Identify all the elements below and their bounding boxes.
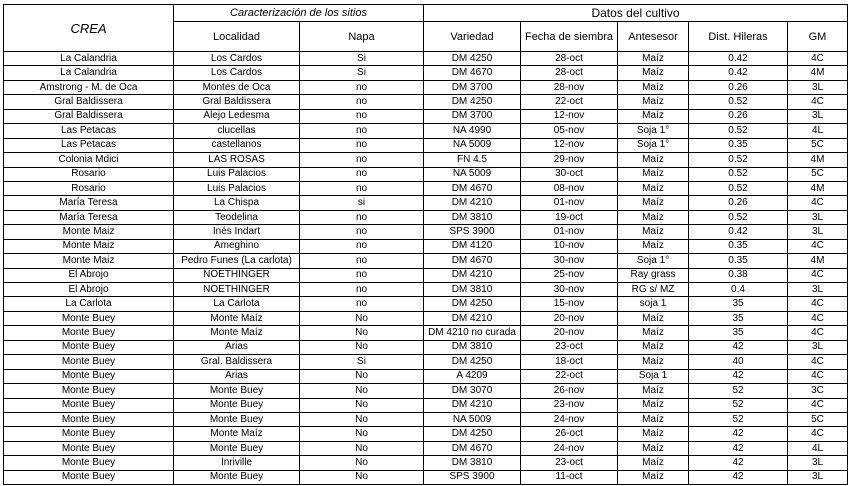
cell-gm: 4C: [788, 196, 848, 210]
cell-gm: 4L: [788, 441, 848, 455]
cell-dist-hileras: 0.35: [689, 239, 788, 253]
cell-localidad: La Chispa: [174, 196, 300, 210]
cell-napa: no: [300, 80, 424, 94]
cell-variedad: DM 3700: [424, 109, 521, 123]
cell-napa: no: [300, 153, 424, 167]
cell-dist-hileras: 42: [689, 441, 788, 455]
table-row: [4, 311, 848, 325]
table-row: [4, 80, 848, 94]
cell-variedad: DM 4210: [424, 196, 521, 210]
cell-variedad: DM 3810: [424, 283, 521, 297]
cell-napa: No: [300, 456, 424, 470]
cell-gm: 4C: [788, 326, 848, 340]
cell-fecha: 23-nov: [521, 398, 618, 412]
cell-crea: El Abrojo: [4, 283, 174, 297]
cell-localidad: Monte Buey: [174, 384, 300, 398]
cell-localidad: Monte Buey: [174, 470, 300, 484]
cell-gm: 4C: [788, 52, 848, 66]
cell-crea: Rosario: [4, 167, 174, 181]
table-row: [4, 225, 848, 239]
cell-localidad: Luis Palacios: [174, 167, 300, 181]
table-body: [4, 52, 848, 485]
cell-fecha: 24-nov: [521, 412, 618, 426]
cell-localidad: Monte Buey: [174, 412, 300, 426]
cell-fecha: 12-nov: [521, 109, 618, 123]
cell-variedad: DM 4210: [424, 311, 521, 325]
column-header-localidad: Localidad: [174, 22, 300, 52]
cell-fecha: 01-nov: [521, 196, 618, 210]
cell-localidad: Luis Palacios: [174, 181, 300, 195]
cell-antesesor: Maíz: [618, 239, 689, 253]
cell-antesesor: Maíz: [618, 196, 689, 210]
cell-antesesor: Maíz: [618, 441, 689, 455]
cell-crea: Monte Maiz: [4, 239, 174, 253]
cell-antesesor: Maíz: [618, 95, 689, 109]
cell-gm: 4C: [788, 398, 848, 412]
cell-dist-hileras: 0.52: [689, 95, 788, 109]
cell-gm: 5C: [788, 412, 848, 426]
table-row: [4, 138, 848, 152]
cell-antesesor: Maíz: [618, 210, 689, 224]
cell-crea: Monte Buey: [4, 384, 174, 398]
cell-crea: Monte Buey: [4, 311, 174, 325]
cell-crea: La Carlota: [4, 297, 174, 311]
cell-gm: 5C: [788, 167, 848, 181]
cell-localidad: Montes de Oca: [174, 80, 300, 94]
cell-gm: 3C: [788, 384, 848, 398]
cell-gm: 4C: [788, 95, 848, 109]
cell-dist-hileras: 42: [689, 456, 788, 470]
cell-variedad: DM 4250: [424, 355, 521, 369]
cell-crea: Gral Baldissera: [4, 95, 174, 109]
cell-localidad: Monte Buey: [174, 398, 300, 412]
cell-fecha: 30-nov: [521, 283, 618, 297]
table-row: [4, 124, 848, 138]
cell-crea: Monte Buey: [4, 456, 174, 470]
cell-dist-hileras: 0.52: [689, 124, 788, 138]
cell-variedad: NA 4990: [424, 124, 521, 138]
cell-dist-hileras: 42: [689, 369, 788, 383]
table-row: [4, 283, 848, 297]
cell-variedad: DM 3810: [424, 210, 521, 224]
table-row: [4, 369, 848, 383]
cell-gm: 3L: [788, 80, 848, 94]
cell-antesesor: Soja 1: [618, 369, 689, 383]
table-row: [4, 384, 848, 398]
table-row: [4, 427, 848, 441]
cell-dist-hileras: 0.52: [689, 181, 788, 195]
cell-variedad: DM 4210: [424, 398, 521, 412]
cell-variedad: NA 5009: [424, 167, 521, 181]
cell-dist-hileras: 42: [689, 340, 788, 354]
cell-variedad: NA 5009: [424, 138, 521, 152]
cell-dist-hileras: 0.4: [689, 283, 788, 297]
cell-napa: no: [300, 297, 424, 311]
cell-localidad: Pedro Funes (La carlota): [174, 254, 300, 268]
cell-dist-hileras: 52: [689, 398, 788, 412]
table-row: [4, 470, 848, 484]
cell-gm: 3L: [788, 470, 848, 484]
cell-variedad: FN 4.5: [424, 153, 521, 167]
table-row: [4, 456, 848, 470]
cell-variedad: DM 4670: [424, 441, 521, 455]
cell-gm: 3L: [788, 225, 848, 239]
cell-fecha: 29-nov: [521, 153, 618, 167]
cell-variedad: DM 4250: [424, 427, 521, 441]
cell-localidad: Monte Maíz: [174, 311, 300, 325]
cell-crea: Monte Buey: [4, 326, 174, 340]
cell-napa: No: [300, 470, 424, 484]
cell-napa: No: [300, 326, 424, 340]
cell-crea: Las Petacas: [4, 124, 174, 138]
table-row: [4, 340, 848, 354]
column-header-dist-hileras: Dist. Hileras: [689, 22, 788, 52]
cell-dist-hileras: 0.52: [689, 153, 788, 167]
cell-dist-hileras: 42: [689, 427, 788, 441]
cell-variedad: DM 4670: [424, 181, 521, 195]
cell-crea: Monte Maiz: [4, 225, 174, 239]
cell-fecha: 18-oct: [521, 355, 618, 369]
cell-antesesor: Maíz: [618, 66, 689, 80]
cell-fecha: 23-oct: [521, 456, 618, 470]
cell-napa: No: [300, 311, 424, 325]
cell-dist-hileras: 0.35: [689, 138, 788, 152]
cell-napa: si: [300, 196, 424, 210]
cell-crea: Monte Buey: [4, 369, 174, 383]
cell-gm: 4C: [788, 355, 848, 369]
cell-dist-hileras: 0.26: [689, 109, 788, 123]
cell-fecha: 23-oct: [521, 340, 618, 354]
cell-dist-hileras: 0.42: [689, 52, 788, 66]
table-row: [4, 210, 848, 224]
cell-localidad: NOETHINGER: [174, 268, 300, 282]
cell-variedad: DM 4210 no curada: [424, 326, 521, 340]
cell-napa: Si: [300, 66, 424, 80]
cell-napa: Si: [300, 355, 424, 369]
cell-antesesor: Soja 1°: [618, 124, 689, 138]
table-row: [4, 398, 848, 412]
cell-antesesor: Maíz: [618, 456, 689, 470]
cell-fecha: 22-oct: [521, 369, 618, 383]
cell-dist-hileras: 35: [689, 326, 788, 340]
cell-antesesor: Maíz: [618, 355, 689, 369]
header-group-site: Caracterización de los sitios: [174, 5, 424, 22]
cell-antesesor: Maíz: [618, 340, 689, 354]
cell-dist-hileras: 52: [689, 384, 788, 398]
cell-antesesor: Maíz: [618, 311, 689, 325]
table-row: [4, 355, 848, 369]
table-row: [4, 297, 848, 311]
cell-gm: 4M: [788, 254, 848, 268]
cell-fecha: 08-nov: [521, 181, 618, 195]
table-row: [4, 52, 848, 66]
cell-dist-hileras: 35: [689, 311, 788, 325]
cell-crea: Monte Buey: [4, 412, 174, 426]
table-row: [4, 268, 848, 282]
cell-crea: La Calandria: [4, 66, 174, 80]
cell-gm: 4L: [788, 124, 848, 138]
cell-antesesor: Maíz: [618, 167, 689, 181]
cell-fecha: 30-nov: [521, 254, 618, 268]
cell-localidad: Inés Indart: [174, 225, 300, 239]
cell-variedad: DM 3810: [424, 340, 521, 354]
cell-localidad: LAS ROSAS: [174, 153, 300, 167]
cell-fecha: 25-nov: [521, 268, 618, 282]
cell-napa: No: [300, 369, 424, 383]
cell-localidad: castellanos: [174, 138, 300, 152]
cell-dist-hileras: 52: [689, 412, 788, 426]
cell-napa: no: [300, 210, 424, 224]
cell-napa: No: [300, 340, 424, 354]
cell-fecha: 05-nov: [521, 124, 618, 138]
cell-variedad: DM 4670: [424, 254, 521, 268]
cell-napa: no: [300, 225, 424, 239]
cell-gm: 4C: [788, 427, 848, 441]
table-row: [4, 95, 848, 109]
cell-crea: Amstrong - M. de Oca: [4, 80, 174, 94]
cell-variedad: NA 5009: [424, 412, 521, 426]
cell-antesesor: Soja 1°: [618, 138, 689, 152]
cell-gm: 4M: [788, 181, 848, 195]
cell-napa: no: [300, 109, 424, 123]
cell-dist-hileras: 0.52: [689, 167, 788, 181]
cell-fecha: 26-oct: [521, 427, 618, 441]
table-row: [4, 66, 848, 80]
cell-dist-hileras: 0.26: [689, 196, 788, 210]
cell-localidad: Monte Maíz: [174, 326, 300, 340]
cell-fecha: 28-oct: [521, 66, 618, 80]
cell-napa: No: [300, 441, 424, 455]
cell-gm: 4C: [788, 369, 848, 383]
cell-napa: no: [300, 124, 424, 138]
cell-localidad: clucellas: [174, 124, 300, 138]
cell-variedad: DM 4250: [424, 52, 521, 66]
cell-antesesor: Maíz: [618, 470, 689, 484]
cell-dist-hileras: 0.35: [689, 254, 788, 268]
cell-crea: Monte Buey: [4, 355, 174, 369]
cell-gm: 3L: [788, 210, 848, 224]
column-header-napa: Napa: [300, 22, 424, 52]
cell-crea: María Teresa: [4, 196, 174, 210]
cell-fecha: 22-oct: [521, 95, 618, 109]
cell-napa: no: [300, 239, 424, 253]
cell-variedad: A 4209: [424, 369, 521, 383]
cell-fecha: 11-oct: [521, 470, 618, 484]
cell-antesesor: Maíz: [618, 109, 689, 123]
table-row: [4, 412, 848, 426]
cell-fecha: 20-nov: [521, 326, 618, 340]
cell-localidad: Monte Maíz: [174, 427, 300, 441]
cell-antesesor: Maíz: [618, 80, 689, 94]
cell-antesesor: Maíz: [618, 398, 689, 412]
cell-fecha: 12-nov: [521, 138, 618, 152]
cell-gm: 3L: [788, 283, 848, 297]
cell-dist-hileras: 0.52: [689, 210, 788, 224]
cell-crea: Monte Buey: [4, 398, 174, 412]
cell-crea: Colonia Mdici: [4, 153, 174, 167]
cell-napa: no: [300, 283, 424, 297]
cell-fecha: 26-nov: [521, 384, 618, 398]
cell-fecha: 20-nov: [521, 311, 618, 325]
cell-fecha: 19-oct: [521, 210, 618, 224]
crop-data-table: [3, 4, 848, 485]
cell-gm: 4C: [788, 297, 848, 311]
cell-antesesor: Maíz: [618, 181, 689, 195]
cell-localidad: Gral Baldissera: [174, 95, 300, 109]
cell-variedad: DM 3700: [424, 80, 521, 94]
cell-crea: Monte Buey: [4, 470, 174, 484]
table-row: [4, 153, 848, 167]
cell-localidad: Arias: [174, 340, 300, 354]
cell-crea: Monte Buey: [4, 441, 174, 455]
cell-variedad: SPS 3900: [424, 470, 521, 484]
cell-variedad: DM 4210: [424, 268, 521, 282]
cell-dist-hileras: 0.26: [689, 80, 788, 94]
cell-napa: Si: [300, 52, 424, 66]
cell-localidad: Inriville: [174, 456, 300, 470]
cell-variedad: DM 3070: [424, 384, 521, 398]
cell-napa: No: [300, 412, 424, 426]
table-row: [4, 181, 848, 195]
cell-localidad: Alejo Ledesma: [174, 109, 300, 123]
cell-gm: 5C: [788, 138, 848, 152]
cell-dist-hileras: 0.42: [689, 66, 788, 80]
table-row: [4, 254, 848, 268]
cell-napa: No: [300, 384, 424, 398]
cell-variedad: DM 4670: [424, 66, 521, 80]
cell-crea: Monte Buey: [4, 427, 174, 441]
cell-crea: La Calandria: [4, 52, 174, 66]
column-header-antesesor: Antesesor: [618, 22, 689, 52]
cell-crea: María Teresa: [4, 210, 174, 224]
cell-localidad: Gral. Baldissera: [174, 355, 300, 369]
cell-antesesor: RG s/ MZ: [618, 283, 689, 297]
column-header-variedad: Variedad: [424, 22, 521, 52]
cell-napa: no: [300, 181, 424, 195]
table-row: [4, 109, 848, 123]
cell-dist-hileras: 42: [689, 470, 788, 484]
cell-localidad: Teodelina: [174, 210, 300, 224]
cell-fecha: 28-oct: [521, 52, 618, 66]
cell-gm: 4C: [788, 311, 848, 325]
cell-antesesor: Maíz: [618, 427, 689, 441]
cell-antesesor: soja 1: [618, 297, 689, 311]
column-header-gm: GM: [788, 22, 848, 52]
cell-variedad: DM 3810: [424, 456, 521, 470]
table-row: [4, 239, 848, 253]
cell-crea: El Abrojo: [4, 268, 174, 282]
cell-variedad: DM 4250: [424, 297, 521, 311]
cell-gm: 3L: [788, 456, 848, 470]
cell-localidad: Los Cardos: [174, 52, 300, 66]
cell-antesesor: Soja 1°: [618, 254, 689, 268]
cell-dist-hileras: 0.42: [689, 225, 788, 239]
cell-crea: Gral Baldissera: [4, 109, 174, 123]
cell-crea: Monte Maiz: [4, 254, 174, 268]
cell-antesesor: Maíz: [618, 153, 689, 167]
cell-variedad: DM 4120: [424, 239, 521, 253]
cell-gm: 3L: [788, 340, 848, 354]
cell-fecha: 15-nov: [521, 297, 618, 311]
cell-antesesor: Maíz: [618, 384, 689, 398]
cell-localidad: Monte Buey: [174, 441, 300, 455]
cell-fecha: 01-nov: [521, 225, 618, 239]
cell-gm: 4C: [788, 268, 848, 282]
cell-localidad: Los Cardos: [174, 66, 300, 80]
cell-localidad: NOETHINGER: [174, 283, 300, 297]
cell-variedad: DM 4250: [424, 95, 521, 109]
cell-napa: no: [300, 95, 424, 109]
cell-fecha: 30-oct: [521, 167, 618, 181]
cell-dist-hileras: 35: [689, 297, 788, 311]
cell-crea: Las Petacas: [4, 138, 174, 152]
cell-crea: Rosario: [4, 181, 174, 195]
cell-napa: No: [300, 427, 424, 441]
cell-napa: no: [300, 167, 424, 181]
cell-gm: 4M: [788, 66, 848, 80]
column-header-fecha-siembra: Fecha de siembra: [521, 22, 618, 52]
cell-antesesor: Maíz: [618, 412, 689, 426]
cell-gm: 4M: [788, 153, 848, 167]
cell-antesesor: Maíz: [618, 52, 689, 66]
cell-fecha: 10-nov: [521, 239, 618, 253]
cell-localidad: Ameghino: [174, 239, 300, 253]
cell-napa: no: [300, 138, 424, 152]
cell-napa: no: [300, 268, 424, 282]
cell-fecha: 24-nov: [521, 441, 618, 455]
cell-antesesor: Maíz: [618, 225, 689, 239]
cell-variedad: SPS 3900: [424, 225, 521, 239]
cell-antesesor: Maíz: [618, 326, 689, 340]
cell-napa: No: [300, 398, 424, 412]
table-row: [4, 441, 848, 455]
header-group-crop: Datos del cultivo: [424, 5, 848, 22]
cell-localidad: La Carlota: [174, 297, 300, 311]
cell-localidad: Arias: [174, 369, 300, 383]
table-row: [4, 326, 848, 340]
cell-dist-hileras: 40: [689, 355, 788, 369]
cell-crea: Monte Buey: [4, 340, 174, 354]
header-crea: CREA: [4, 5, 174, 52]
cell-antesesor: Ray grass: [618, 268, 689, 282]
cell-fecha: 28-nov: [521, 80, 618, 94]
table-row: [4, 167, 848, 181]
cell-dist-hileras: 0.38: [689, 268, 788, 282]
cell-napa: no: [300, 254, 424, 268]
table-row: [4, 196, 848, 210]
cell-gm: 4C: [788, 239, 848, 253]
cell-gm: 3L: [788, 109, 848, 123]
